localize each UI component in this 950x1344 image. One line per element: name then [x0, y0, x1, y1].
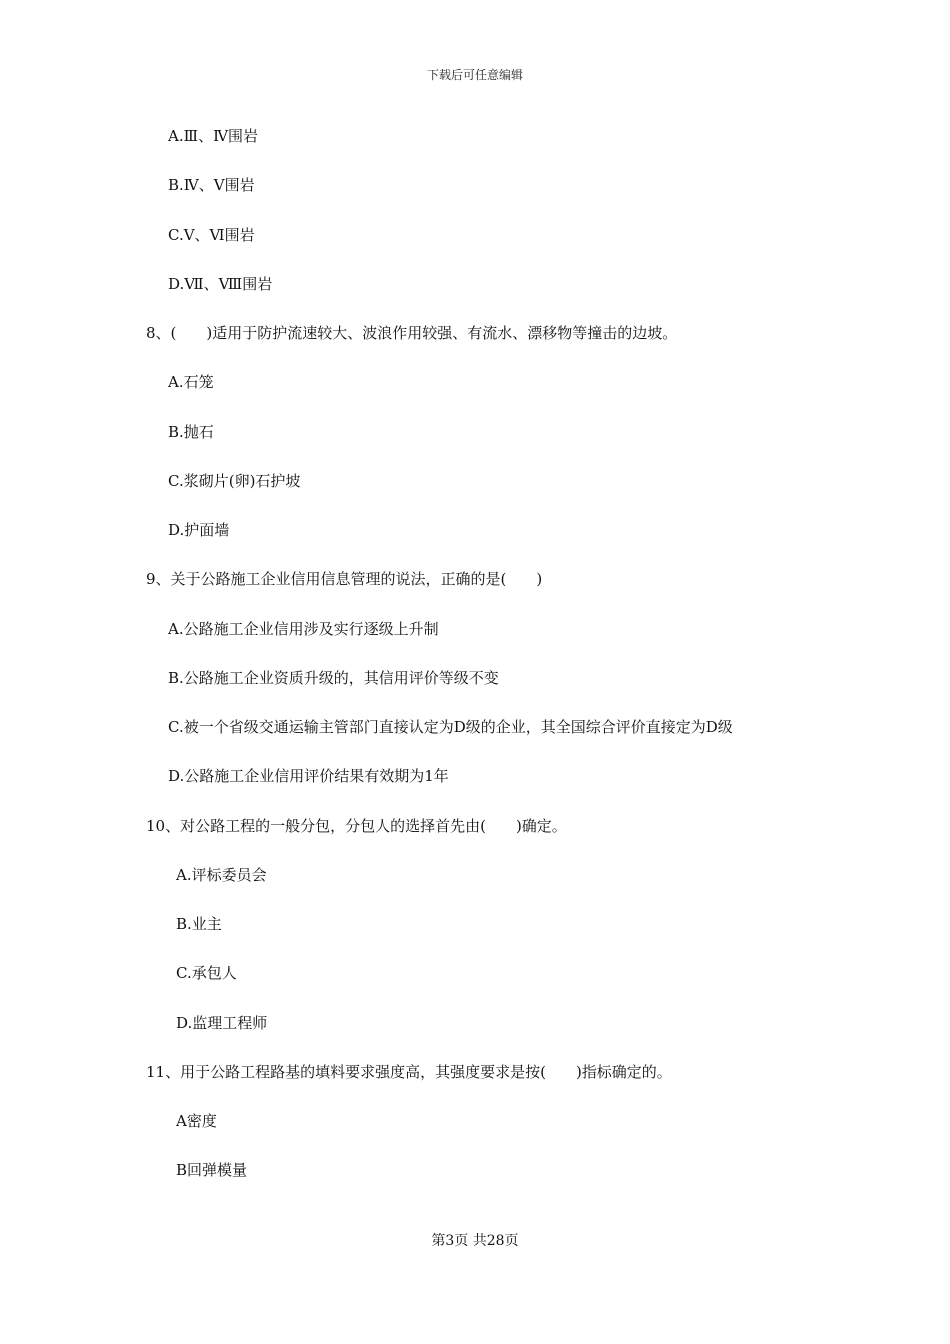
page-number: 第3页 共28页 — [431, 1233, 519, 1249]
question-line: 10、对公路工程的一般分包，分包人的选择首先由( )确定。 — [146, 817, 567, 835]
option-line: C.浆砌片(卵)石护坡 — [168, 472, 301, 490]
option-line: B回弹模量 — [176, 1161, 248, 1179]
question-line: 8、( )适用于防护流速较大、波浪作用较强、有流水、漂移物等撞击的边坡。 — [146, 324, 678, 342]
option-line: B.业主 — [176, 915, 222, 933]
option-line: D.监理工程师 — [176, 1014, 268, 1032]
option-line: D.护面墙 — [168, 521, 230, 539]
option-line: C.Ⅴ、Ⅵ围岩 — [168, 226, 255, 244]
option-line: A.Ⅲ、Ⅳ围岩 — [168, 127, 259, 145]
option-line: A.石笼 — [168, 373, 214, 391]
page-header-note: 下载后可任意编辑 — [426, 68, 523, 82]
option-line: C.承包人 — [176, 964, 237, 982]
question-line: 9、关于公路施工企业信用信息管理的说法，正确的是( ) — [146, 570, 543, 588]
option-line: A.评标委员会 — [176, 866, 267, 884]
option-line: D.公路施工企业信用评价结果有效期为1年 — [168, 767, 449, 785]
option-line: A密度 — [176, 1112, 217, 1130]
option-line: D.Ⅶ、Ⅷ围岩 — [168, 275, 273, 293]
option-line: B.Ⅳ、Ⅴ围岩 — [168, 176, 255, 194]
option-line: B.抛石 — [168, 423, 214, 441]
question-line: 11、用于公路工程路基的填料要求强度高，其强度要求是按( )指标确定的。 — [146, 1063, 672, 1081]
option-line: C.被一个省级交通运输主管部门直接认定为D级的企业，其全国综合评价直接定为D级 — [168, 718, 733, 736]
option-line: B.公路施工企业资质升级的，其信用评价等级不变 — [168, 669, 499, 687]
option-line: A.公路施工企业信用涉及实行逐级上升制 — [168, 620, 439, 638]
